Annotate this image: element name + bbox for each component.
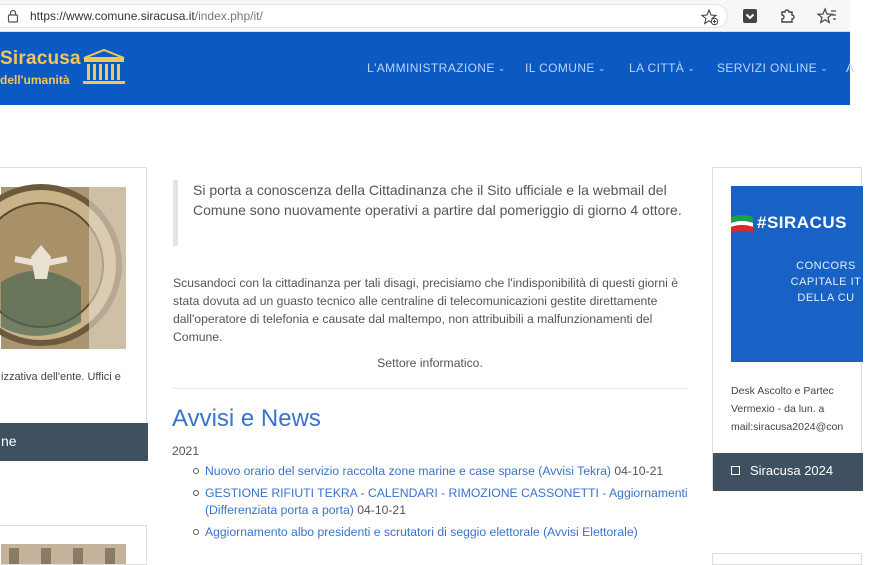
italian-flag-icon	[731, 213, 753, 235]
square-icon	[731, 466, 740, 475]
right-card-text	[731, 382, 863, 436]
nav-la-citta[interactable]	[629, 61, 695, 75]
url-text[interactable]	[30, 9, 263, 23]
list-item	[193, 524, 688, 541]
nav-partial-item[interactable]: A	[846, 61, 855, 75]
nav-label: IL COMUNE	[525, 61, 595, 75]
right-text-line: Desk Ascolto e Partec	[731, 385, 834, 397]
chevron-down-icon: ⌄	[687, 63, 696, 73]
left-info-card	[0, 167, 147, 460]
notice-signature: Settore informatico.	[377, 356, 483, 370]
bullet-icon	[193, 468, 199, 474]
list-item	[193, 485, 688, 519]
news-link[interactable]: Aggiornamento albo presidenti e scrutatori di seggio elettorale (Avvisi Elettorale)	[205, 525, 638, 539]
bullet-icon	[193, 490, 199, 496]
right-text-line: mail:siracusa2024@con	[731, 421, 844, 433]
siracusa2024-button[interactable]	[713, 453, 863, 491]
municipal-seal-image[interactable]	[1, 187, 126, 349]
nav-amministrazione[interactable]	[367, 61, 506, 75]
banner-hashtag: #SIRACUS	[757, 213, 847, 232]
chevron-down-icon: ⌄	[597, 63, 606, 73]
banner-line: CAPITALE IT	[790, 276, 862, 288]
nav-il-comune[interactable]	[525, 61, 606, 75]
url-domain: https://www.comune.siracusa.it	[30, 9, 195, 23]
nav-label: SERVIZI ONLINE	[717, 61, 818, 75]
news-link[interactable]: Nuovo orario del servizio raccolta zone marine e case sparse (Avvisi Tekra)	[205, 464, 611, 478]
nav-label: L'AMMINISTRAZIONE	[367, 61, 495, 75]
address-bar[interactable]	[0, 4, 728, 28]
browser-toolbar	[0, 0, 850, 32]
left-card-text: izzativa dell'ente. Uffici e	[1, 371, 121, 383]
site-header	[0, 32, 855, 105]
chevron-down-icon: ⌄	[820, 63, 829, 73]
siracusa2024-banner[interactable]	[731, 186, 863, 362]
left-second-card	[0, 525, 147, 565]
pocket-icon[interactable]	[740, 6, 760, 26]
favorites-add-icon[interactable]	[701, 8, 719, 26]
brand-title[interactable]: Siracusa	[0, 48, 81, 69]
news-year: 2021	[172, 444, 200, 458]
right-button-label: Siracusa 2024	[750, 463, 834, 478]
bullet-icon	[193, 529, 199, 535]
banner-line: DELLA CU	[797, 292, 855, 304]
news-section-title[interactable]: Avvisi e News	[172, 405, 321, 432]
list-item	[193, 463, 688, 480]
banner-text	[761, 258, 891, 306]
notice-blockquote: Si porta a conoscenza della Cittadinanza che il Sito ufficiale e la webmail del Comune sono nuovamente operativi a partire dal pomeriggio di giorno 4 ottore.	[173, 180, 683, 246]
notice-paragraph: Scusandoci con la cittadinanza per tali disagi, precisiamo che l'indisponibilità di questi giorni è stata dovuta ad un guasto tecnico alle centraline di telecomunicazioni gestite direttamente dall'operatore di telefonia e causate dal maltempo, non attribuibili a malfunzionamenti del Comune.	[173, 276, 679, 344]
url-path: /index.php/it/	[194, 9, 263, 23]
right-text-line: Vermexio - da lun. a	[731, 403, 825, 415]
right-second-card	[712, 553, 862, 565]
lock-icon[interactable]	[6, 9, 20, 23]
nav-label: LA CITTÀ	[629, 61, 685, 75]
news-list	[193, 463, 688, 546]
left-card-button[interactable]: ne	[0, 423, 148, 461]
news-date: 04-10-21	[353, 503, 406, 517]
news-date: 04-10-21	[610, 464, 664, 478]
unesco-temple-logo[interactable]	[80, 48, 128, 88]
chevron-down-icon: ⌄	[497, 63, 506, 73]
building-image[interactable]	[1, 544, 126, 564]
extensions-icon[interactable]	[777, 6, 797, 26]
divider	[173, 388, 687, 389]
banner-line: CONCORS	[796, 260, 856, 272]
nav-servizi-online[interactable]	[717, 61, 828, 75]
favorites-icon[interactable]	[817, 6, 837, 26]
right-promo-card	[712, 167, 862, 490]
news-link[interactable]: GESTIONE RIFIUTI TEKRA - CALENDARI - RIMOZIONE CASSONETTI - Aggiornamenti (Differenziata porta a porta)	[205, 486, 688, 517]
brand-subtitle[interactable]: dell'umanità	[0, 73, 70, 87]
